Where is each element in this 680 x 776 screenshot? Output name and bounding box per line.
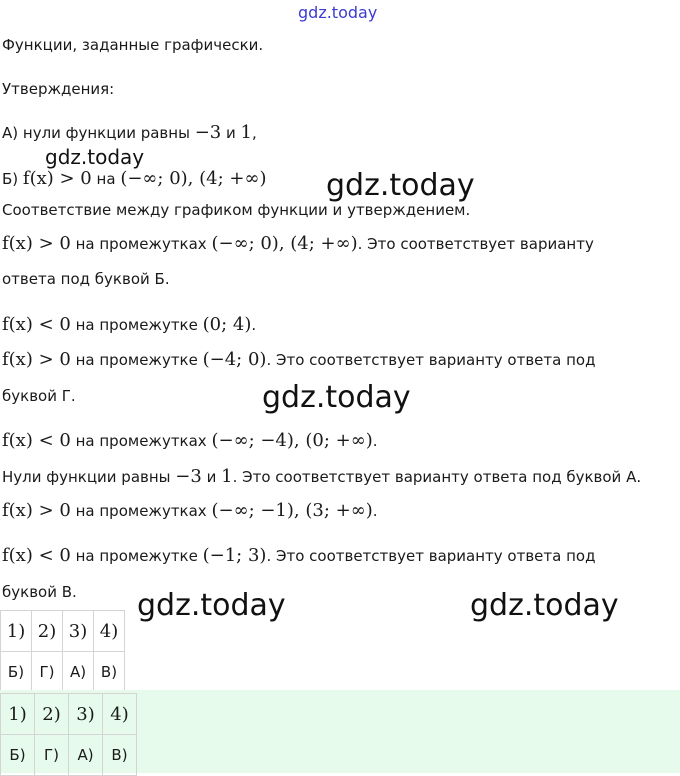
answer-number: 3): [69, 694, 103, 735]
answer-letter: А): [63, 652, 94, 693]
answer-letter: Б): [1, 652, 32, 693]
answer-letter: А): [69, 735, 103, 776]
answer-letters-row: [1, 735, 137, 776]
answer-number: 3): [63, 611, 94, 652]
statements-label: Утверждения:: [2, 80, 115, 98]
watermark: gdz.today: [470, 588, 619, 623]
answer-number: 2): [35, 694, 69, 735]
solution-line-6: f(x) > 0 на промежутках (−∞; −1), (3; +∞).: [2, 500, 378, 521]
answer-number: 2): [32, 611, 63, 652]
answer-number: 4): [94, 611, 125, 652]
watermark: gdz.today: [262, 380, 411, 415]
watermark: gdz.today: [45, 145, 145, 169]
page-title: Функции, заданные графически.: [2, 36, 264, 54]
watermark-top: gdz.today: [298, 3, 378, 22]
watermark: gdz.today: [326, 168, 475, 203]
answer-number: 1): [1, 611, 32, 652]
solution-line-3-cont: буквой Г.: [2, 387, 76, 405]
answer-number: 4): [103, 694, 137, 735]
solution-line-4: f(x) < 0 на промежутках (−∞; −4), (0; +∞).: [2, 430, 378, 451]
solution-line-1: f(x) > 0 на промежутках (−∞; 0), (4; +∞). Это соответствует варианту: [2, 233, 594, 254]
answer-table-final: [0, 693, 137, 776]
answer-letters-row: [1, 652, 125, 693]
solution-line-7: f(x) < 0 на промежутке (−1; 3). Это соответствует варианту ответа под: [2, 545, 596, 566]
solution-line-7-cont: буквой В.: [2, 583, 77, 601]
answer-table: [0, 610, 125, 693]
solution-line-3: f(x) > 0 на промежутке (−4; 0). Это соответствует варианту ответа под: [2, 349, 596, 370]
solution-line-5: Нули функции равны −3 и 1. Это соответствует варианту ответа под буквой А.: [2, 466, 642, 487]
statement-a: А) нули функции равны −3 и 1,: [2, 122, 257, 143]
answer-letter: В): [94, 652, 125, 693]
answer-numbers-row: [1, 611, 125, 652]
answer-number: 1): [1, 694, 35, 735]
solution-line-2: f(x) < 0 на промежутке (0; 4).: [2, 314, 257, 335]
watermark: gdz.today: [137, 588, 286, 623]
correspondence-heading: Соответствие между графиком функции и утверждением.: [2, 201, 471, 219]
solution-line-1-cont: ответа под буквой Б.: [2, 270, 170, 288]
statement-b: Б) f(x) > 0 на (−∞; 0), (4; +∞): [2, 168, 267, 189]
answer-letter: В): [103, 735, 137, 776]
answer-letter: Б): [1, 735, 35, 776]
answer-numbers-row: [1, 694, 137, 735]
answer-letter: Г): [32, 652, 63, 693]
answer-letter: Г): [35, 735, 69, 776]
